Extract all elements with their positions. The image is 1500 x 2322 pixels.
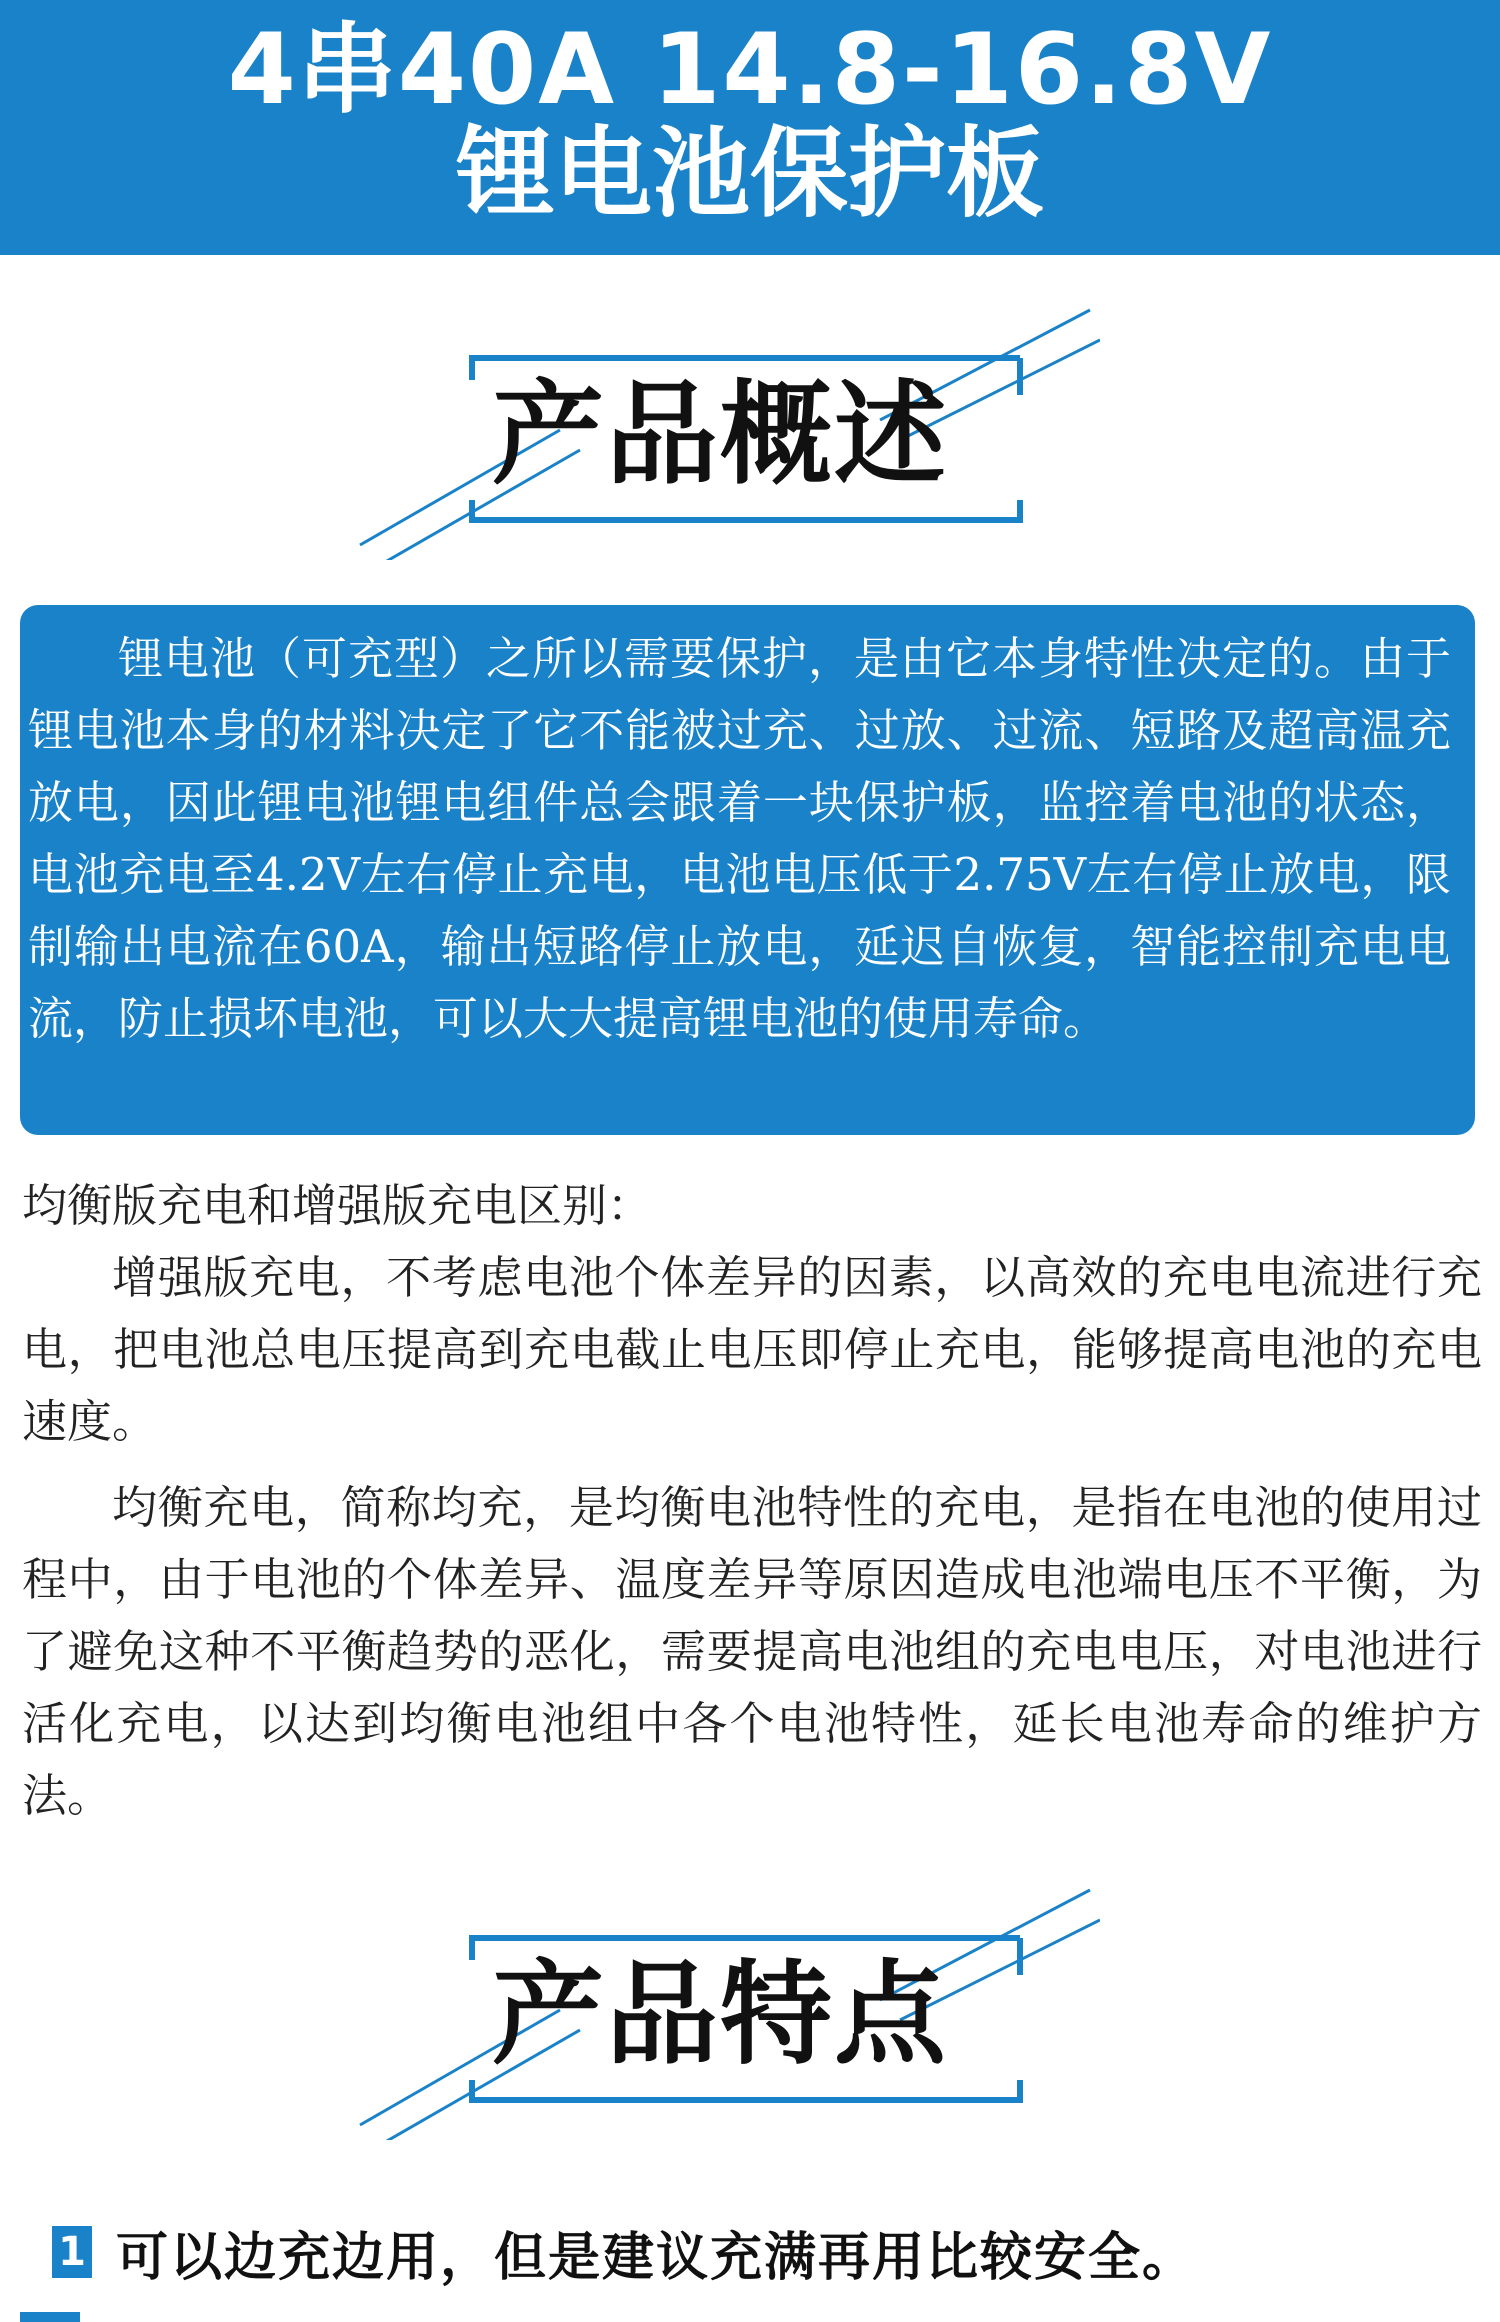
features-title-text: 产品特点 [492,1950,948,2080]
overview-title-text: 产品概述 [492,370,948,500]
header-title-product: 锂电池保护板 [455,117,1044,231]
difference-heading: 均衡版充电和增强版充电区别： [22,1179,653,1232]
overview-paragraph: 锂电池（可充型）之所以需要保护，是由它本身特性决定的。由于锂电池本身的材料决定了它不能被过充、过放、过流、短路及超高温充放电，因此锂电池锂电组件总会跟着一块保护板，监控着电池的状态，电池充电至4.2V左右停止充电，电池电压低于2.75V左右停止放电，限制输出电流在60A，输出短路停止放电，延迟自恢复，智能控制充电电流，防止损坏电池，可以大大提高锂电池的使用寿命。 [28,632,1451,1045]
overview-panel [20,605,1475,1135]
features-section-title [340,1880,1100,2140]
feature-text: 可以边充边用，但是建议充满再用比较安全。 [116,2227,1197,2288]
feature-item [52,2222,1197,2288]
balanced-charging-paragraph: 均衡充电，简称均充，是均衡电池特性的充电，是指在电池的使用过程中，由于电池的个体差异、温度差异等原因造成电池端电压不平衡，为了避免这种不平衡趋势的恶化，需要提高电池组的充电电压，对电池进行活化充电，以达到均衡电池组中各个电池特性，延长电池寿命的维护方法。 [22,1481,1482,1822]
header-title-spec: 4串40A 14.8-16.8V [227,13,1273,127]
overview-section-title [340,300,1100,560]
charging-difference-section [22,1170,1482,1832]
feature-number-badge: 1 [52,2226,92,2278]
next-feature-badge-partial [20,2312,80,2322]
header-banner [0,0,1500,255]
enhanced-charging-paragraph: 增强版充电，不考虑电池个体差异的因素，以高效的充电电流进行充电，把电池总电压提高到充电截止电压即停止充电，能够提高电池的充电速度。 [22,1251,1482,1448]
